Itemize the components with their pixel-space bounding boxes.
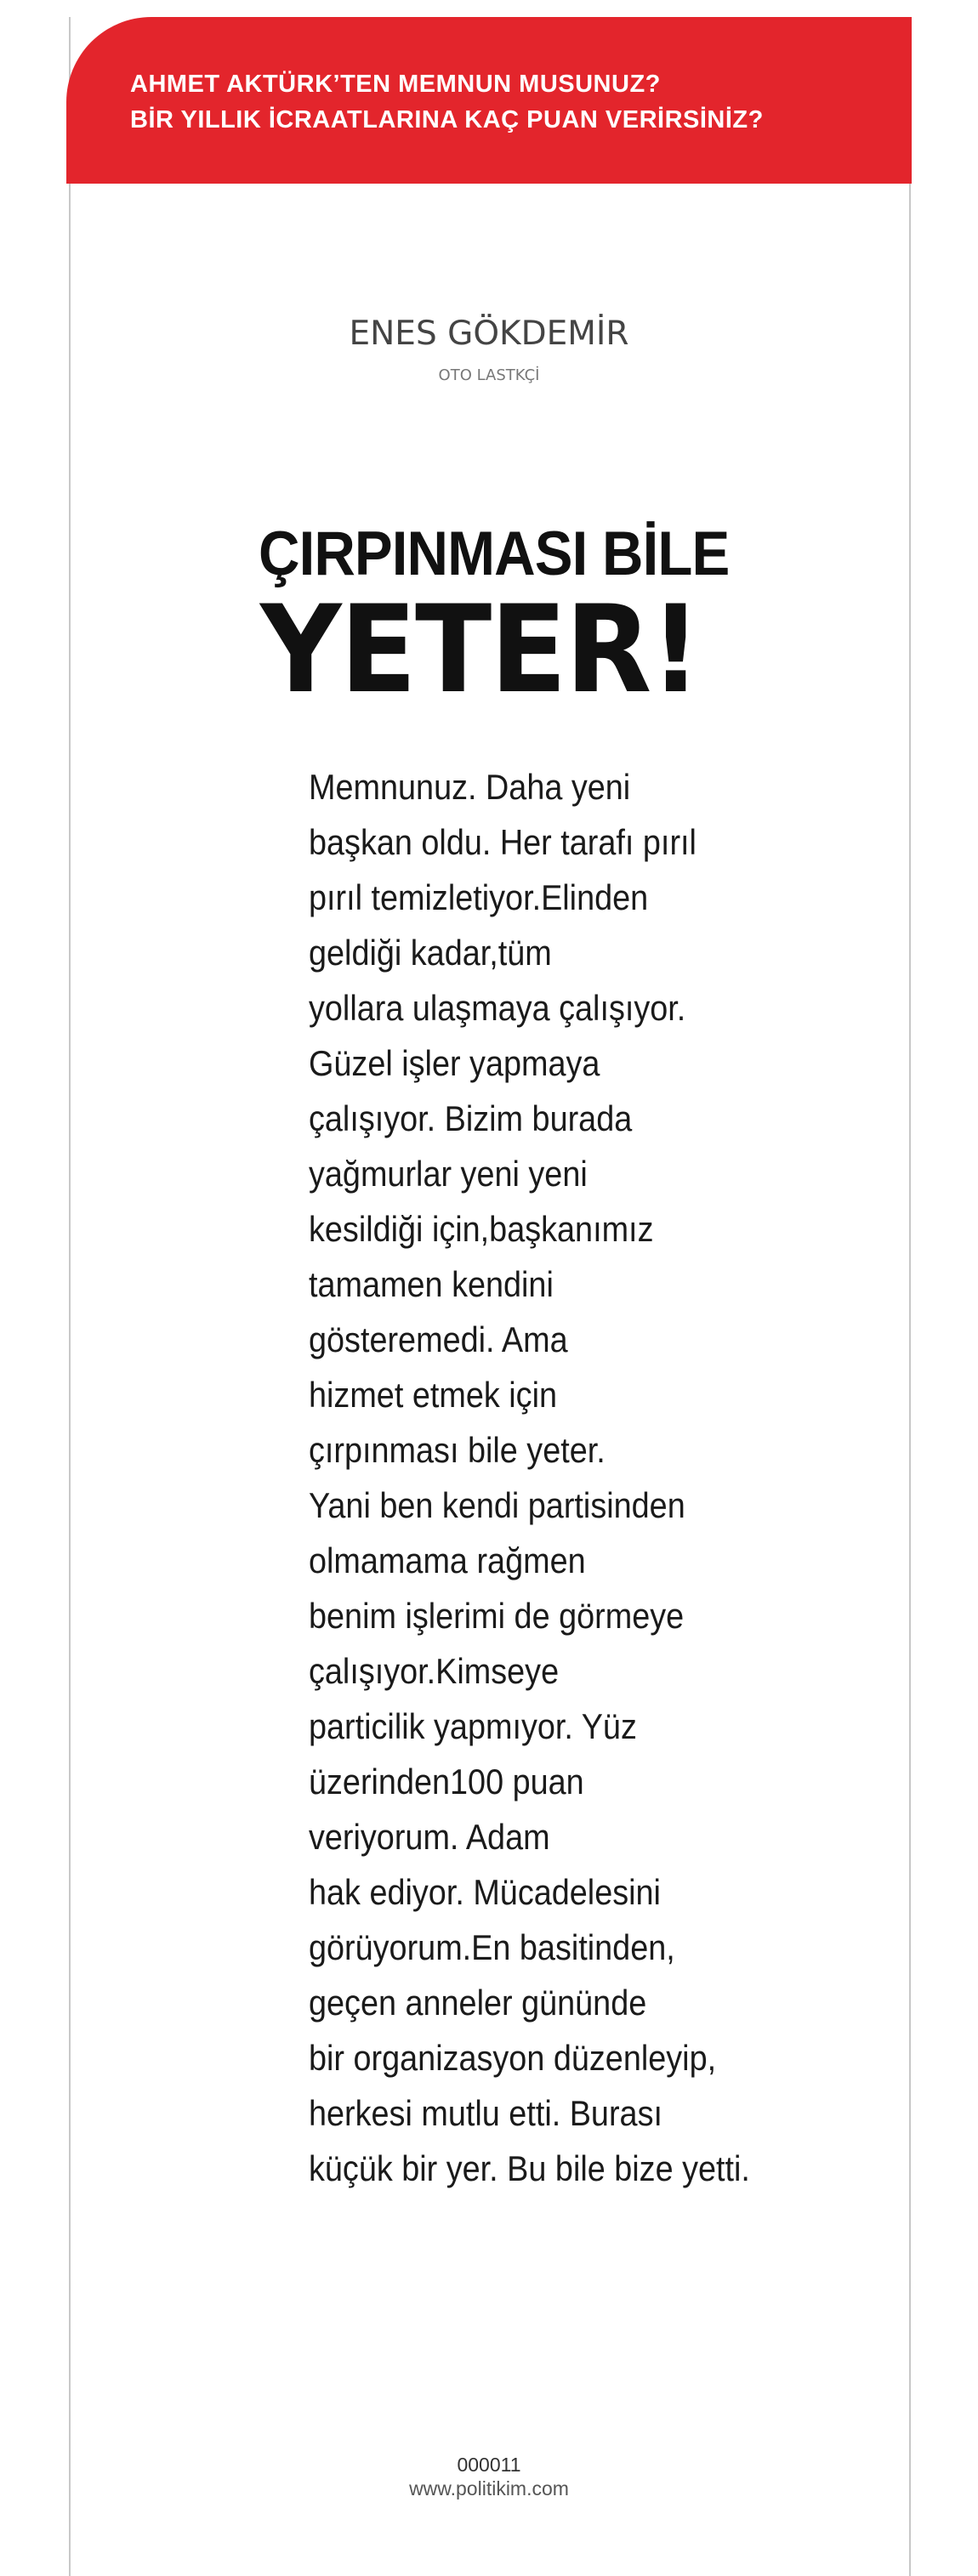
header-question-line-2: BİR YILLIK İCRAATLARINA KAÇ PUAN VERİRSİNİZ?: [130, 106, 764, 133]
body-line: başkan oldu. Her tarafı pırıl: [309, 822, 697, 862]
body-line: gösteremedi. Ama: [309, 1319, 568, 1359]
body-line: küçük bir yer. Bu bile bize yetti.: [309, 2148, 750, 2188]
body-line: particilik yapmıyor. Yüz: [309, 1706, 637, 1746]
body-line: herkesi mutlu etti. Burası: [309, 2093, 662, 2133]
body-line: hak ediyor. Mücadelesini: [309, 1872, 661, 1912]
headline-top: ÇIRPINMASI BİLE: [259, 519, 730, 588]
body-line: Güzel işler yapmaya: [309, 1043, 600, 1083]
body-line: kesildiği için,başkanımız: [309, 1209, 654, 1249]
body-line: hizmet etmek için: [309, 1375, 557, 1415]
header-question-line-1: AHMET AKTÜRK’TEN MEMNUN MUSUNUZ?: [130, 71, 661, 98]
footer-website-link[interactable]: www.politikim.com: [409, 2477, 569, 2499]
author-occupation: OTO LASTKÇİ: [438, 366, 540, 384]
body-line: geldiği kadar,tüm: [309, 933, 552, 973]
body-line: bir organizasyon düzenleyip,: [309, 2038, 717, 2078]
body-line: görüyorum.En basitinden,: [309, 1927, 675, 1967]
body-line: üzerinden100 puan: [309, 1762, 584, 1801]
body-line: geçen anneler gününde: [309, 1983, 647, 2023]
body-line: veriyorum. Adam: [309, 1817, 550, 1857]
footer-page-id: 000011: [457, 2454, 521, 2476]
body-line: pırıl temizletiyor.Elinden: [309, 877, 649, 917]
body-line: olmamama rağmen: [309, 1540, 586, 1580]
body-line: yağmurlar yeni yeni: [309, 1154, 588, 1194]
body-line: Memnunuz. Daha yeni: [309, 767, 631, 807]
author-name: ENES GÖKDEMİR: [349, 315, 629, 353]
body-line: çalışıyor. Bizim burada: [309, 1098, 633, 1138]
article-body: [309, 759, 853, 2196]
headline-main: YETER!: [260, 580, 700, 720]
body-line: çalışıyor.Kimseye: [309, 1651, 560, 1691]
body-line: yollara ulaşmaya çalışıyor.: [309, 988, 686, 1028]
body-line: tamamen kendini: [309, 1264, 554, 1304]
header-banner: [66, 17, 912, 184]
body-line: çırpınması bile yeter.: [309, 1430, 606, 1470]
body-line: Yani ben kendi partisinden: [309, 1485, 685, 1525]
body-line: benim işlerimi de görmeye: [309, 1596, 685, 1636]
